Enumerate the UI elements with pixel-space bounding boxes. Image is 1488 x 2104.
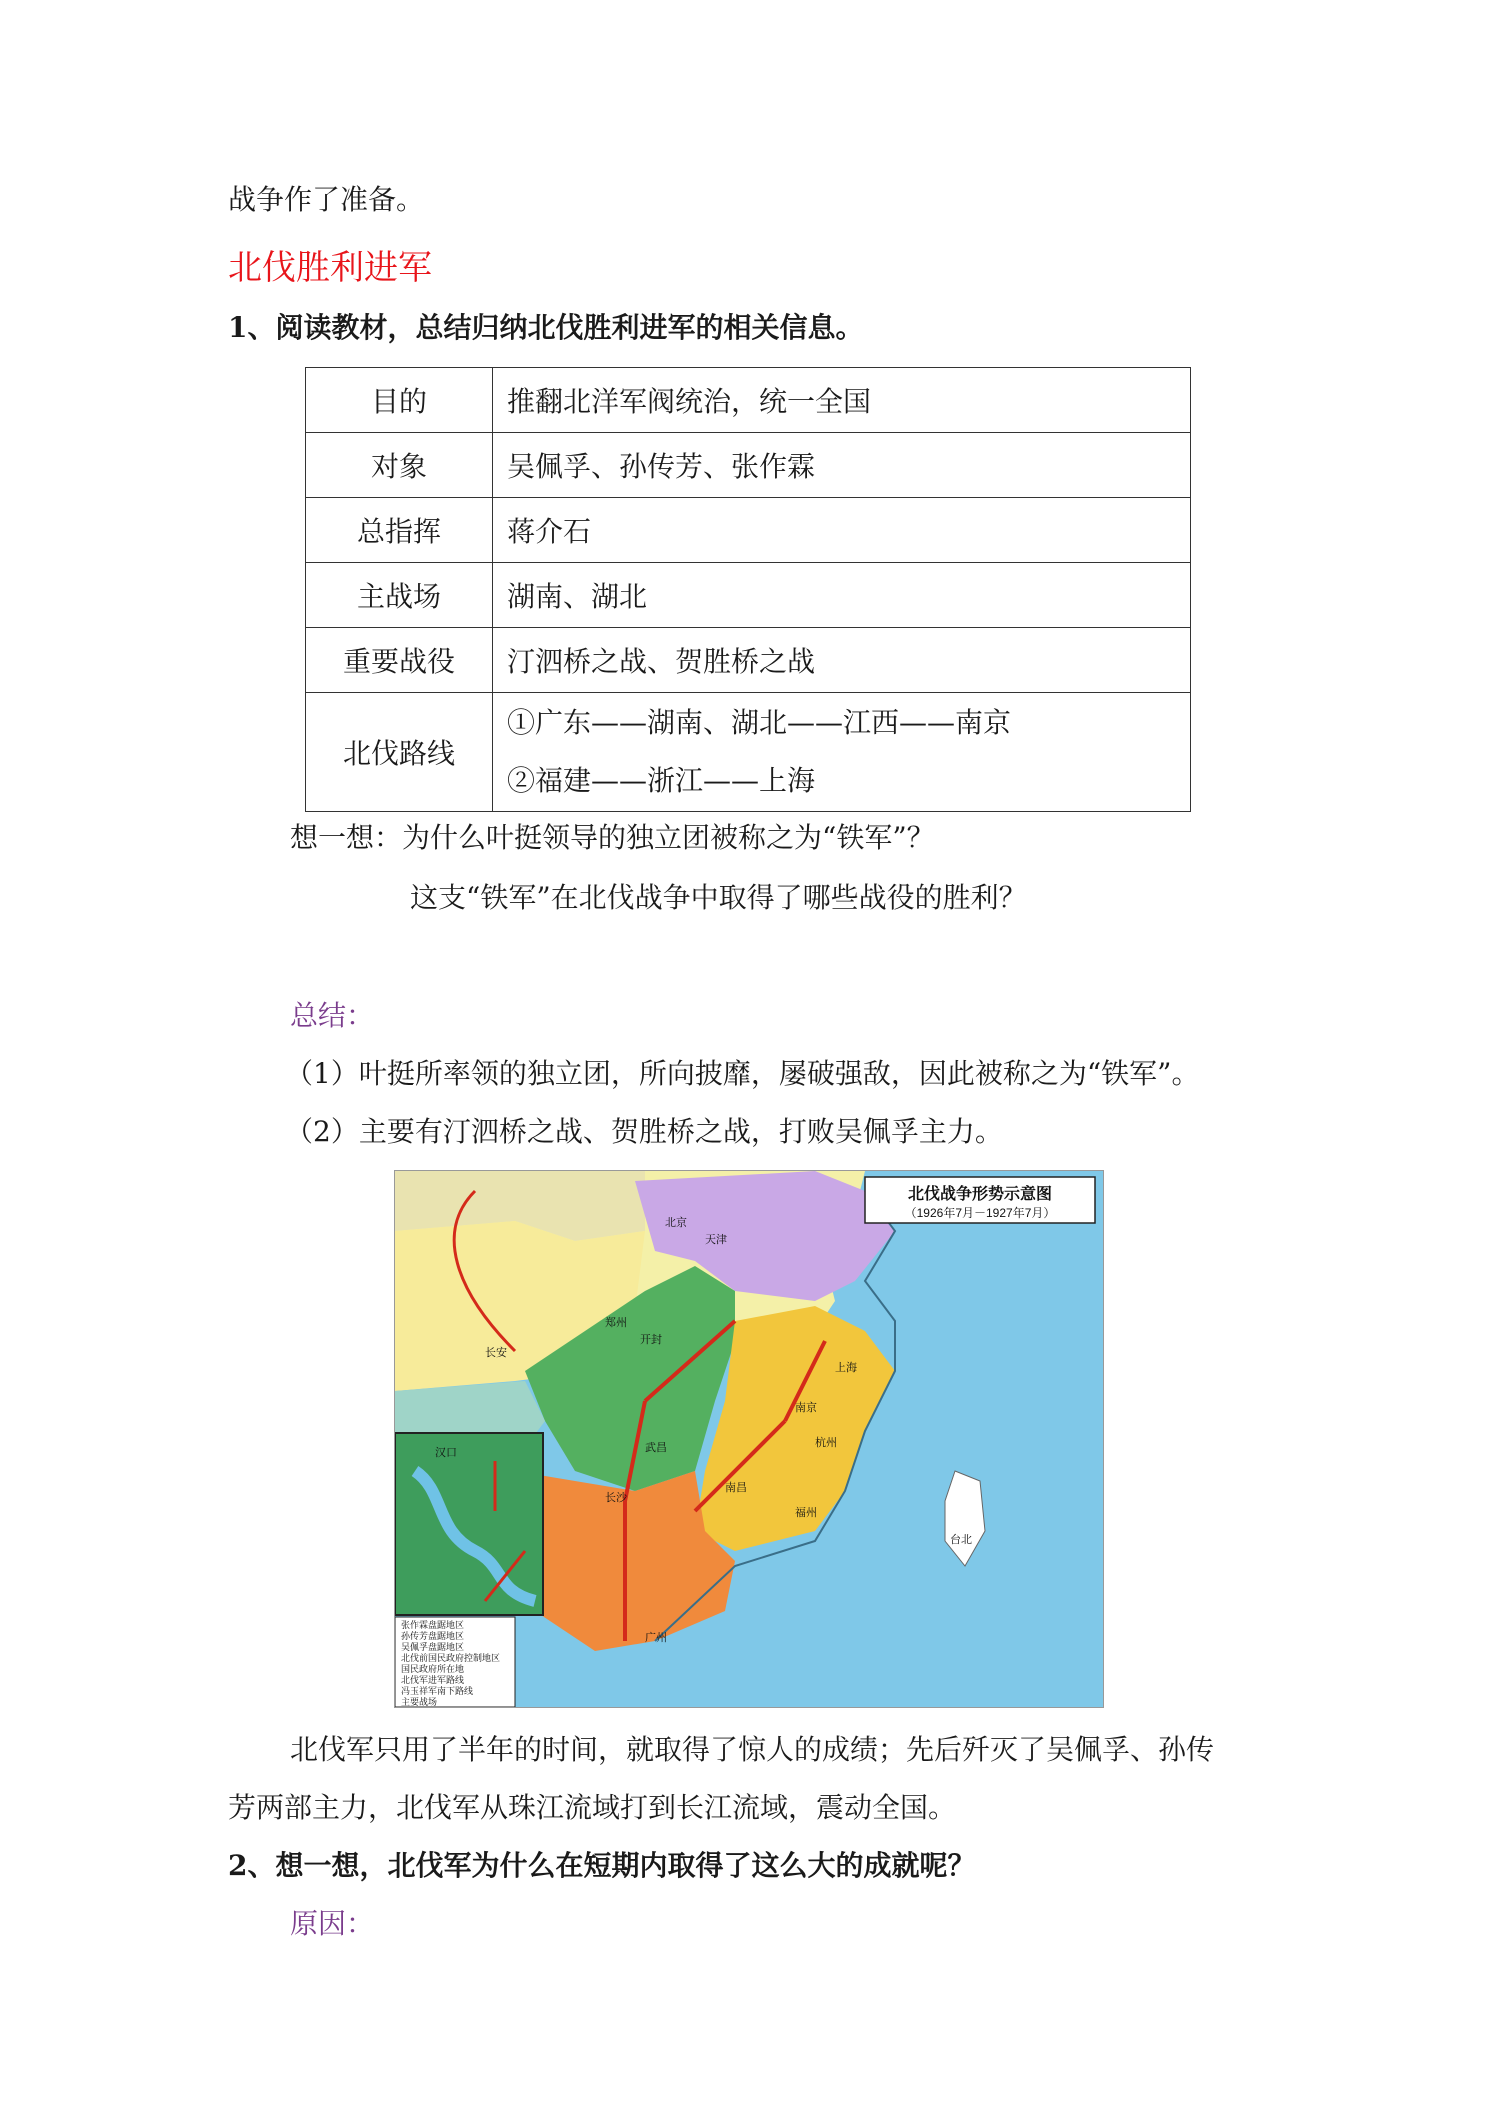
city-label: 杭州: [815, 1437, 837, 1449]
row-key: 目的: [306, 368, 493, 433]
city-label: 台北: [950, 1534, 972, 1546]
legend-item: 主要战场: [401, 1697, 438, 1707]
row-key: 重要战役: [306, 628, 493, 693]
legend-item: 国民政府所在地: [401, 1664, 465, 1674]
route-line-1: ①广东——湖南、湖北——江西——南京: [507, 706, 1012, 739]
legend-item: 北伐军进军路线: [401, 1675, 465, 1685]
map-subtitle: （1926年7月－1927年7月）: [904, 1206, 1056, 1220]
question-2: 2、想一想，北伐军为什么在短期内取得了这么大的成就呢？: [228, 1849, 976, 1882]
city-label: 广州: [645, 1632, 667, 1644]
row-value: [493, 693, 1191, 812]
city-label: 天津: [705, 1234, 727, 1246]
row-value: 蒋介石: [493, 498, 1191, 563]
row-key: 对象: [306, 433, 493, 498]
city-label: 北京: [665, 1217, 687, 1229]
city-label: 长沙: [605, 1492, 627, 1504]
table-row: [306, 498, 1191, 563]
legend-item: 孙传芳盘踞地区: [401, 1631, 465, 1641]
map-image: [395, 1171, 1103, 1707]
city-label: 武昌: [645, 1442, 667, 1454]
intro-tail: 战争作了准备。: [228, 183, 425, 216]
summary-point-2: （2）主要有汀泗桥之战、贺胜桥之战，打败吴佩孚主力。: [285, 1115, 1003, 1148]
map-title: 北伐战争形势示意图: [907, 1186, 1053, 1203]
row-key: 总指挥: [306, 498, 493, 563]
table-row-route: [306, 693, 1191, 812]
city-label: 福州: [795, 1507, 817, 1519]
row-key: 北伐路线: [306, 693, 493, 812]
legend-item: 张作霖盘踞地区: [401, 1620, 465, 1630]
reason-label: 原因：: [290, 1907, 375, 1940]
row-value: 推翻北洋军阀统治，统一全国: [493, 368, 1191, 433]
question-1: 1、阅读教材，总结归纳北伐胜利进军的相关信息。: [228, 311, 864, 344]
legend-item: 冯玉祥军南下路线: [401, 1686, 474, 1696]
info-table: [305, 367, 1191, 812]
city-label: 郑州: [605, 1317, 627, 1329]
city-label: 上海: [835, 1362, 857, 1374]
think-question-1: 想一想：为什么叶挺领导的独立团被称之为“铁军”？: [290, 821, 935, 854]
legend-item: 北伐前国民政府控制地区: [401, 1653, 501, 1663]
city-label: 开封: [640, 1334, 662, 1346]
city-label: 南京: [795, 1402, 817, 1414]
summary-label: 总结：: [290, 999, 375, 1032]
city-label: 汉口: [435, 1447, 457, 1459]
section-title: 北伐胜利进军: [228, 248, 432, 288]
row-value: 湖南、湖北: [493, 563, 1191, 628]
paragraph-line-1: 北伐军只用了半年的时间，就取得了惊人的成绩；先后歼灭了吴佩孚、孙传: [290, 1733, 1215, 1766]
city-label: 南昌: [725, 1482, 747, 1494]
northern-expedition-map: [394, 1170, 1104, 1708]
think-question-2: 这支“铁军”在北伐战争中取得了哪些战役的胜利？: [410, 881, 1027, 914]
row-value: 吴佩孚、孙传芳、张作霖: [493, 433, 1191, 498]
paragraph-line-2: 芳两部主力，北伐军从珠江流域打到长江流域，震动全国。: [228, 1791, 957, 1824]
row-value: 汀泗桥之战、贺胜桥之战: [493, 628, 1191, 693]
table-row: [306, 368, 1191, 433]
table-row: [306, 628, 1191, 693]
route-line-2: ②福建——浙江——上海: [507, 764, 816, 797]
row-key: 主战场: [306, 563, 493, 628]
city-label: 长安: [485, 1347, 507, 1359]
legend-item: 吴佩孚盘踞地区: [401, 1642, 465, 1652]
summary-point-1: （1）叶挺所率领的独立团，所向披靡，屡破强敌，因此被称之为“铁军”。: [285, 1057, 1200, 1090]
table-row: [306, 433, 1191, 498]
table-row: [306, 563, 1191, 628]
